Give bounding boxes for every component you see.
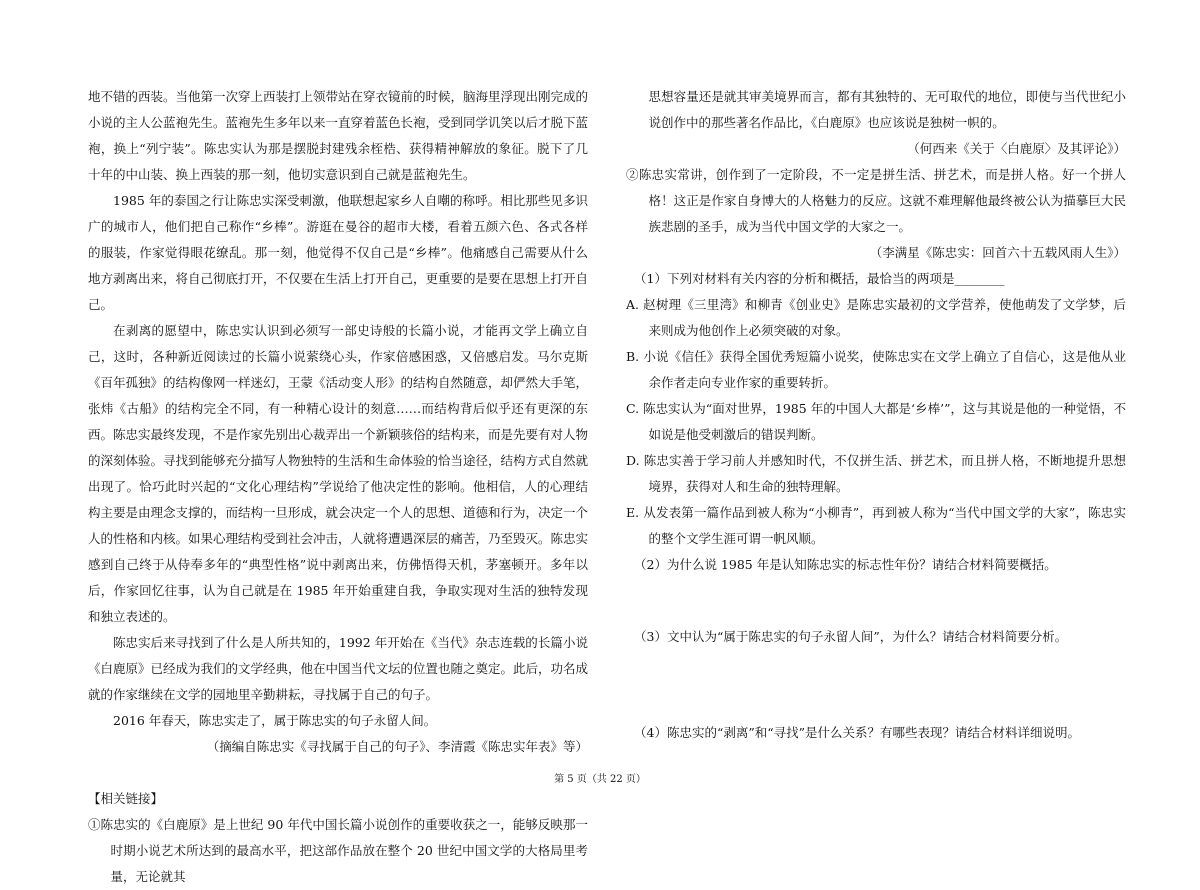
link-1-source: （何西来《关于〈白鹿原〉及其评论》） [907, 141, 1126, 156]
answer-space-q2 [626, 578, 1126, 624]
paragraph-bailuyuan: 陈忠实后来寻找到了什么是人所共知的，1992 年开始在《当代》杂志连载的长篇小说《白鹿原》已经成为我们的文学经典，他在中国当代文坛的位置也随之奠定。此后，功名成就的作家继续在文学的园地里辛勤耕耘，寻找属于自己的句子。 [88, 635, 589, 702]
left-column [88, 84, 588, 890]
link-2: ②陈忠实常讲，创作到了一定阶段，不一定是拼生活、拼艺术，而是拼人格。好一个拼人格！这正是作家自身博大的人格魅力的反应。这就不难理解他最终被公认为描摹巨大民族悲剧的圣手，成为当代中国文学的大家之一。 [626, 167, 1126, 234]
link-1-end: 思想容量还是就其审美境界而言，都有其独特的、无可取代的地位，即使与当代世纪小说创作中的那些著名作品比，《白鹿原》也应该说是独树一帜的。 [648, 89, 1126, 130]
link-1-start: ①陈忠实的《白鹿原》是上世纪 90 年代中国长篇小说创作的重要收获之一，能够反映那一时期小说艺术所达到的最高水平，把这部作品放在整个 20 世纪中国文学的大格局里考量，无论就其 [88, 817, 588, 884]
question-1: （1）下列对材料有关内容的分析和概括，最恰当的两项是________ [634, 271, 1005, 286]
paragraph-1985-thailand: 1985 年的泰国之行让陈忠实深受刺激，他联想起家乡人自嘲的称呼。相比那些见多识广的城市人，他们把自己称作“乡棒”。游逛在曼谷的超市大楼，看着五颜六色、各式各样的服装，作家觉得眼花缭乱。那一刻，他觉得不仅自己是“乡棒”。他痛感自己需要从什么地方剥离出来，将自己彻底打开，不仅要在生活上打开自己，更重要的是要在思想上打开自己。 [88, 193, 589, 312]
paragraph-peel-off: 在剥离的愿望中，陈忠实认识到必须写一部史诗般的长篇小说，才能再文学上确立自己，这时，各种新近阅读过的长篇小说萦绕心头，作家倍感困惑，又倍感启发。马尔克斯《百年孤独》的结构像网一样迷幻，王蒙《活动变人形》的结构自然随意，却俨然大手笔，张炜《古船》的结构完全不同，有一种精心设计的刻意……而结构背后似乎还有更深的东西。陈忠实最终发现，不是作家先别出心裁弄出一个新颖骇俗的结构来，而是先要有对人物的深刻体验。寻找到能够充分描写人物独特的生活和生命体验的恰当途径，结构方式自然就出现了。恰巧此时兴起的“文化心理结构”学说给了他决定性的影响。他相信，人的心理结构主要是由理念支撑的，而结构一旦形成，就会决定一个人的思想、道德和行为，决定一个人的性格和内核。如果心理结构受到社会冲击，人就将遭遇深层的痛苦，乃至毁灭。陈忠实感到自己终于从侍奉多年的“典型性格”说中剥离出来，仿佛悟得天机，茅塞顿开。多年以后，作家回忆往事，认为自己就是在 1985 年开始重建自我，争取实现对生活的独特发现和独立表述的。 [88, 323, 589, 624]
option-e: E. 从发表第一篇作品到被人称为“小柳青”，再到被人称为“当代中国文学的大家”，陈忠实的整个文学生涯可谓一帆风顺。 [626, 505, 1126, 546]
question-4: （4）陈忠实的“剥离”和“寻找”是什么关系？有哪些表现？请结合材料详细说明。 [634, 725, 1081, 740]
question-3: （3）文中认为“属于陈忠实的句子永留人间”，为什么？请结合材料简要分析。 [634, 629, 1068, 644]
question-2: （2）为什么说 1985 年是认知陈忠实的标志性年份？请结合材料简要概括。 [634, 557, 1057, 572]
option-d: D. 陈忠实善于学习前人并感知时代，不仅拼生活、拼艺术，而且拼人格，不断地提升思想境界，获得对人和生命的独特理解。 [626, 453, 1126, 494]
related-links-heading: 【相关链接】 [88, 791, 164, 806]
paragraph-suit: 地不错的西装。当他第一次穿上西装打上领带站在穿衣镜前的时候，脑海里浮现出刚完成的小说的主人公蓝袍先生。蓝袍先生多年以来一直穿着蓝色长袍，受到同学讥笑以后才脱下蓝袍，换上“列宁装”。陈忠实认为那是摆脱封建残余桎梏、获得精神解放的象征。脱下了几十年的中山装、换上西装的那一刻，他切实意识到自己就是蓝袍先生。 [88, 89, 589, 182]
source-citation: （摘编自陈忠实《寻找属于自己的句子》、李清霞《陈忠实年表》等） [206, 739, 588, 754]
paragraph-2016: 2016 年春天，陈忠实走了，属于陈忠实的句子永留人间。 [113, 713, 437, 728]
option-b: B. 小说《信任》获得全国优秀短篇小说奖，使陈忠实在文学上确立了自信心，这是他从业余作者走向专业作家的重要转折。 [626, 349, 1126, 390]
option-a: A. 赵树理《三里湾》和柳青《创业史》是陈忠实最初的文学营养，使他萌发了文学梦，后来则成为他创作上必须突破的对象。 [626, 297, 1126, 338]
right-column [626, 84, 1126, 746]
option-c: C. 陈忠实认为“面对世界，1985 年的中国人大都是‘乡棒’”，这与其说是他的一种觉悟，不如说是他受刺激后的错误判断。 [626, 401, 1126, 442]
page-footer: 第 5 页（共 22 页） [554, 774, 646, 785]
link-2-source: （李满星《陈忠实：回首六十五载风雨人生》） [869, 245, 1126, 260]
answer-space-q3 [626, 650, 1126, 720]
